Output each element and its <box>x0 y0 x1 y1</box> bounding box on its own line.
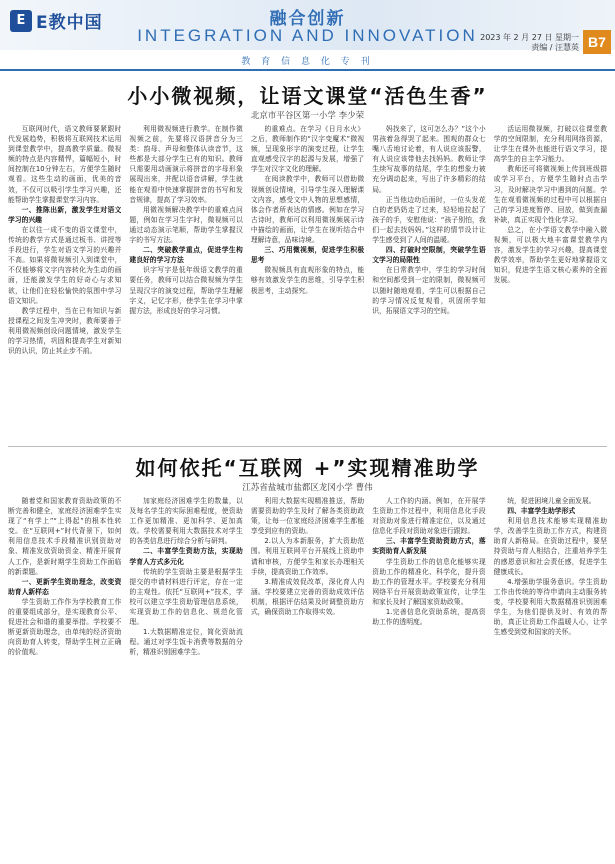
article1-byline: 北京市平谷区第一小学 李少荣 <box>250 111 365 121</box>
article1-col-4 <box>372 124 485 442</box>
paragraph: 1.大数据精准定位，简化资助流程。通过对学生饭卡消费等数据的分析，精准识别困难学生。 <box>129 628 243 657</box>
paragraph: 在阅读教学中，教师可以借助微视频创设情境，引导学生深入理解课文内容，感受文中人物的思想感情，体会作者所表达的情感。例如在学习古诗时，教师可以利用微视频展示诗中描绘的画面，让学生在视听结合中理解诗意，品味诗境。 <box>250 175 365 245</box>
section-name: 教 育 信 息 化 专 刊 <box>241 57 374 67</box>
paragraph: 人工作的内涵。例如，在开展学生资助工作过程中，利用信息化手段对资助对象进行精准定位，以及通过信息化手段对资助对象进行跟踪。 <box>372 497 486 536</box>
column-title-cn: 融合创新 <box>269 9 346 29</box>
article1-col-1 <box>8 124 121 442</box>
article1-title: 小小微视频，让语文课堂“活色生香” <box>127 84 488 108</box>
paragraph: 利用大数据实现精准推送，帮助需要资助的学生及时了解各类资助政策，让每一位家庭经济困难学生都能享受到应有的资助。 <box>250 497 365 536</box>
subheading: 三、丰富学生资助资助方式，落实资助育人新发展 <box>372 537 486 556</box>
subheading: 四、打破时空限制，突破学生语文学习的局限性 <box>372 246 486 265</box>
paragraph: 的重难点。在学习《日月水火》之后，教师制作的“汉字变魔术”微视频，呈现象形字的演变过程，让学生直观感受汉字的起源与发展，增强了学生对汉字文化的理解。 <box>250 125 365 174</box>
article2-col-3 <box>251 496 364 860</box>
paragraph: 用微视频解决教学中的重难点问题，例如在学习生字时，微视频可以通过动态演示笔顺，帮助学生掌握汉字的书写方法。 <box>129 205 243 245</box>
subheading: 二、丰富学生资助方法，实现助学育人方式多元化 <box>129 547 243 566</box>
article1-col-2 <box>129 124 242 442</box>
paragraph: 在以往一成不变的语文课堂中，传统的教学方式是通过板书、讲授等手段进行，学生对语文学习的兴趣并不高。如果将微视频引入到课堂中，不仅能够将文字内容转化为生动的画面，还能激发学生的好奇心与求知欲，让他们在轻松愉快的氛围中学习语文知识。 <box>8 225 122 305</box>
editor-credit: 责编 / 汪慧英 <box>531 43 579 52</box>
article1-body <box>8 124 607 442</box>
paragraph: 教学过程中，当在已有知识与新授课程之间发生冲突时，教师要善于利用微视频创设问题情境，激发学生的学习热情，巩固和提高学生对新知识的认识，防止其止步不前。 <box>8 306 122 356</box>
article2-byline: 江苏省盐城市盐都区龙冈小学 曹伟 <box>242 483 373 493</box>
article-divider <box>8 446 607 447</box>
paragraph: 2.以人为本新服务，扩大资助范围。利用互联网平台开展线上资助申请和审核，方便学生和家长办理相关手续，提高资助工作效率。 <box>250 537 365 576</box>
subheading: 三、巧用微视频，促进学生积极思考 <box>250 246 365 265</box>
paragraph: 识字写字是低年级语文教学的重要任务，教师可以结合微视频为学生呈现汉字的演变过程，帮助学生理解字义，记忆字形，使学生在学习中掌握方法，形成良好的学习习惯。 <box>129 266 243 315</box>
paragraph: 利用微视频进行教学。在制作微视频之前，先要将汉语拼音分为三类：韵母、声母和整体认读音节，这些都是大部分学生已有的知识。教师只需要用动画演示将拼音的字母形象展现出来，并配以语音讲解，学生就能在观看中快速掌握拼音的书写和发音规律，提高了学习效率。 <box>129 125 243 204</box>
logo-mark-icon: E <box>10 10 32 32</box>
article2-title: 如何依托“互联网 +”实现精准助学 <box>135 456 480 480</box>
article2-col-1 <box>8 496 121 860</box>
subheading: 一、推陈出新，激发学生对语文学习的兴趣 <box>8 205 122 224</box>
paragraph: 加家庭经济困难学生的数量，以及每名学生的实际困难程度，使资助工作更加精准、更加科学、更加高效。学校需要利用大数据技术对学生的各类信息进行综合分析与研判。 <box>129 497 243 546</box>
paragraph: 教师还可将微视频上传到班级群或学习平台，方便学生随时点击学习，及时解决学习中遇到的问题。学生在观看微视频的过程中可以根据自己的学习进度暂停、回放，做到查漏补缺，真正实现个性化学习。 <box>493 165 608 224</box>
paragraph: 总之，在小学语文教学中融入微视频，可以极大地丰富课堂教学内容，激发学生的学习兴趣，提高课堂教学效率，帮助学生更好地掌握语文知识，促进学生语文核心素养的全面发展。 <box>493 225 608 285</box>
paragraph: 学生资助工作作为学校教育工作的重要组成部分，是实现教育公平、促进社会和谐的重要举措。学校要不断更新资助理念，由单纯的经济资助向资助育人转变，帮助学生树立正确的价值观。 <box>8 597 122 657</box>
paragraph: 利用信息技术能够实现精准助学，改善学生资助工作方式，构建资助育人新格局。在资助过程中，要坚持资助与育人相结合，注重培养学生的感恩意识和社会责任感，促进学生健康成长。 <box>493 517 608 576</box>
paragraph: 微视频具有直观形象的特点，能够有效激发学生的思维，引导学生积极思考，主动探究。 <box>250 266 365 295</box>
header-rule <box>0 69 615 71</box>
subheading: 一、更新学生资助理念，改变资助育人新样态 <box>8 577 122 596</box>
paragraph: 1.完善信息化资助系统，提高资助工作的透明度。 <box>372 608 486 627</box>
article2-body <box>8 496 607 860</box>
subheading: 四、丰富学生助学形式 <box>507 507 576 516</box>
page-header <box>0 0 615 70</box>
article2-col-4 <box>372 496 485 860</box>
paragraph: 互联网时代，语文教师要紧跟时代发展趋势，积极将互联网技术运用到课堂教学中，提高教学质量。微视频的特点是内容精悍，篇幅短小，时间控制在10分钟左右，方便学生随时观看。这些生动的画面，优美的音效，不仅可以吸引学生学习兴趣，还能帮助学生掌握课堂学习内容。 <box>8 125 122 204</box>
logo-text: E教中国 <box>36 13 103 33</box>
article1-col-5 <box>494 124 607 442</box>
paragraph: 随着党和国家教育资助政策的不断完善和健全，家庭经济困难学生实现了“有学上”“上得起”的根本性转变。在“互联网+”时代背景下，如何利用信息技术手段精准识别资助对象、精准发放资助资金、精准开展育人工作，是新时期学生资助工作面临的新课题。 <box>8 497 122 576</box>
issue-date: 2023 年 2 月 27 日 星期一 <box>480 33 579 42</box>
subheading: 二、突破教学重点，促进学生构建良好的学习方法 <box>129 246 243 265</box>
paragraph: 正当他边幼后面时，一位头发花白的老奶奶走了过来，轻轻地拉起了孩子的手，安慰他说：“孩子别怕，我们一起去找妈妈。”这样的情节设计让学生感受到了人间的温暖。 <box>372 195 486 245</box>
paragraph: 活运用微视频，打破以往课堂教学的空间限制，充分利用网络资源，让学生在课外也能进行语文学习，提高学生的自主学习能力。 <box>493 125 608 164</box>
paragraph: 传统的学生资助主要是根据学生提交的申请材料进行评定，存在一定的主观性。依托“互联网+”技术，学校可以建立学生资助管理信息系统，实现资助工作的信息化、规范化管理。 <box>129 567 243 627</box>
paragraph: 学生资助工作的信息化能够实现资助工作的精准化、科学化，提升资助工作的管理水平。学校要充分利用网络平台开展资助政策宣传，让学生和家长及时了解国家资助政策。 <box>372 557 486 606</box>
article2-col-2 <box>129 496 242 860</box>
article2-col-5 <box>494 496 607 860</box>
paragraph: 在日常教学中，学生的学习时间和空间都受到一定的限制，微视频可以随时随地观看，学生可以根据自己的学习情况反复观看，巩固所学知识，拓展语文学习的空间。 <box>372 266 486 315</box>
paragraph: 统，促进困境儿童全面发展。 <box>507 497 596 505</box>
paragraph: 妈找来了，这可怎么办？”这个小男孩着急得哭了起来。围观的群众七嘴八舌地讨论着，有人说应该报警，有人说应该带他去找妈妈。教师让学生续写故事的结尾，学生的想象力被充分调动起来，写出了许多精彩的结局。 <box>372 125 486 194</box>
paragraph: 3.精准成效促改革，深化育人内涵。学校要建立完善的资助成效评估机制，根据评估结果及时调整资助方式，确保资助工作取得实效。 <box>250 577 365 617</box>
paragraph: 4.增强助学服务意识。学生资助工作由传统的等待申请向主动服务转变，学校要利用大数据精准识别困难学生，为他们提供及时、有效的帮助，真正让资助工作温暖人心，让学生感受到党和国家的关怀。 <box>493 577 608 637</box>
column-title-en: INTEGRATION AND INNOVATION <box>137 26 478 45</box>
page-number-badge: B7 <box>583 30 611 54</box>
article1-col-3 <box>251 124 364 442</box>
